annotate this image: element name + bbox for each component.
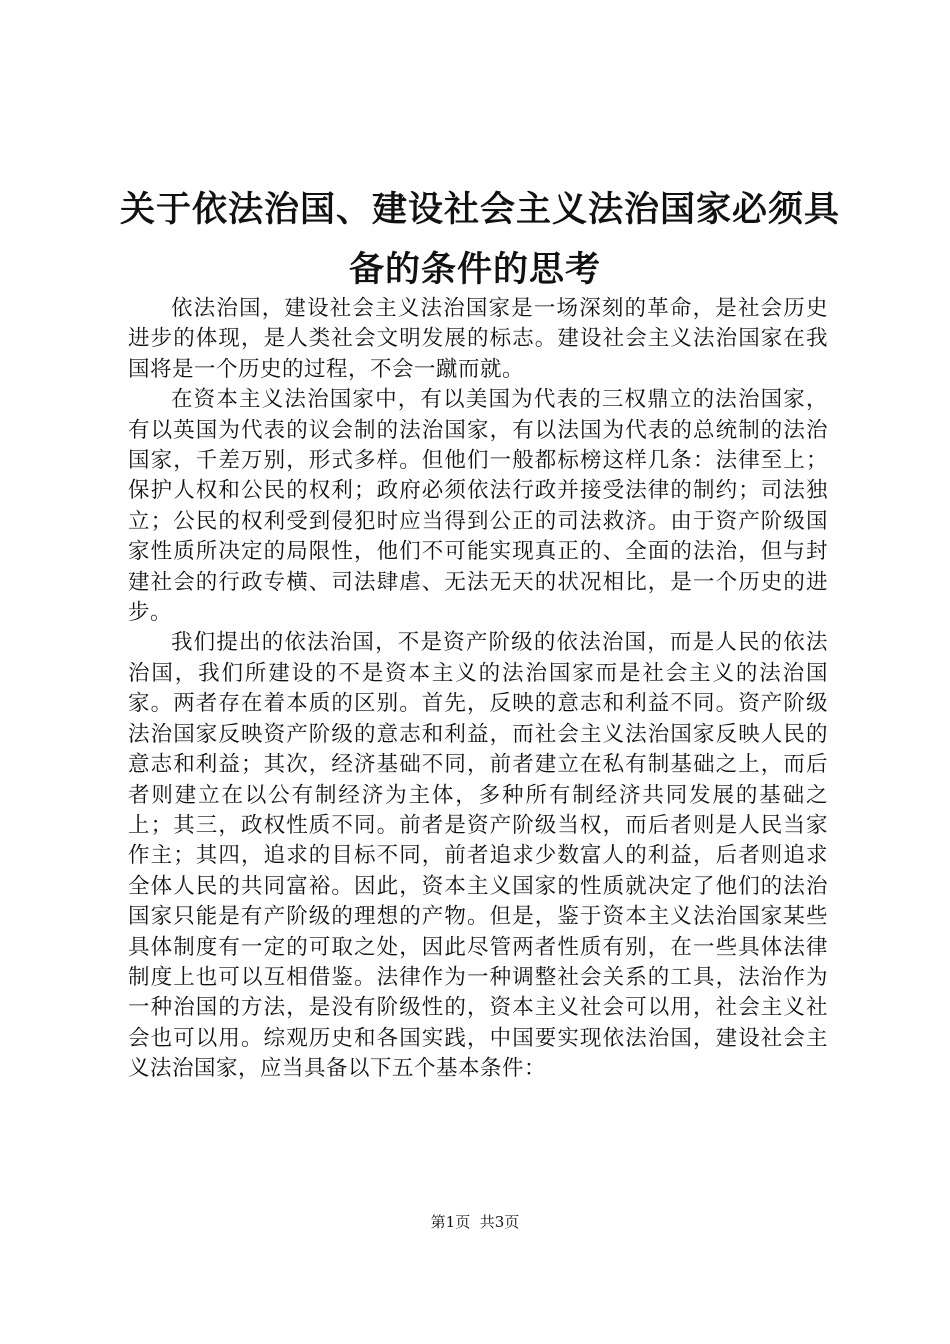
paragraph-1: 依法治国，建设社会主义法治国家是一场深刻的革命，是社会历史进步的体现，是人类社会文明发展的标志。建设社会主义法治国家在我国将是一个历史的过程，不会一蹴而就。	[128, 296, 828, 382]
title-line-1: 关于依法治国、建设社会主义法治国家必须具	[120, 190, 841, 230]
page-number: 第1页	[430, 1213, 471, 1231]
document-title	[120, 180, 841, 300]
page-total: 共3页	[479, 1213, 520, 1231]
paragraph-3: 我们提出的依法治国，不是资产阶级的依法治国，而是人民的依法治国，我们所建设的不是资本主义的法治国家而是社会主义的法治国家。两者存在着本质的区别。首先，反映的意志和利益不同。资产阶级法治国家反映资产阶级的意志和利益，而社会主义法治国家反映人民的意志和利益；其次，经济基础不同，前者建立在私有制基础之上，而后者则建立在以公有制经济为主体，多种所有制经济共同发展的基础之上；其三，政权性质不同。前者是资产阶级当权，而后者则是人民当家作主；其四，追求的目标不同，前者追求少数富人的利益，后者则追求全体人民的共同富裕。因此，资本主义国家的性质就决定了他们的法治国家只能是有产阶级的理想的产物。但是，鉴于资本主义法治国家某些具体制度有一定的可取之处，因此尽管两者性质有别，在一些具体法律制度上也可以互相借鉴。法律作为一种调整社会关系的工具，法治作为一种治国的方法，是没有阶级性的，资本主义社会可以用，社会主义社会也可以用。综观历史和各国实践，中国要实现依法治国，建设社会主义法治国家，应当具备以下五个基本条件：	[128, 630, 828, 1082]
document-body	[128, 294, 828, 1085]
paragraph-2: 在资本主义法治国家中，有以美国为代表的三权鼎立的法治国家，有以英国为代表的议会制的法治国家，有以法国为代表的总统制的法治国家，千差万别，形式多样。但他们一般都标榜这样几条：法律至上；保护人权和公民的权利；政府必须依法行政并接受法律的制约；司法独立；公民的权利受到侵犯时应当得到公正的司法救济。由于资产阶级国家性质所决定的局限性，他们不可能实现真正的、全面的法治，但与封建社会的行政专横、司法肆虐、无法无天的状况相比，是一个历史的进步。	[128, 387, 828, 626]
title-line-2: 备的条件的思考	[348, 250, 601, 290]
page-footer	[0, 1212, 950, 1232]
